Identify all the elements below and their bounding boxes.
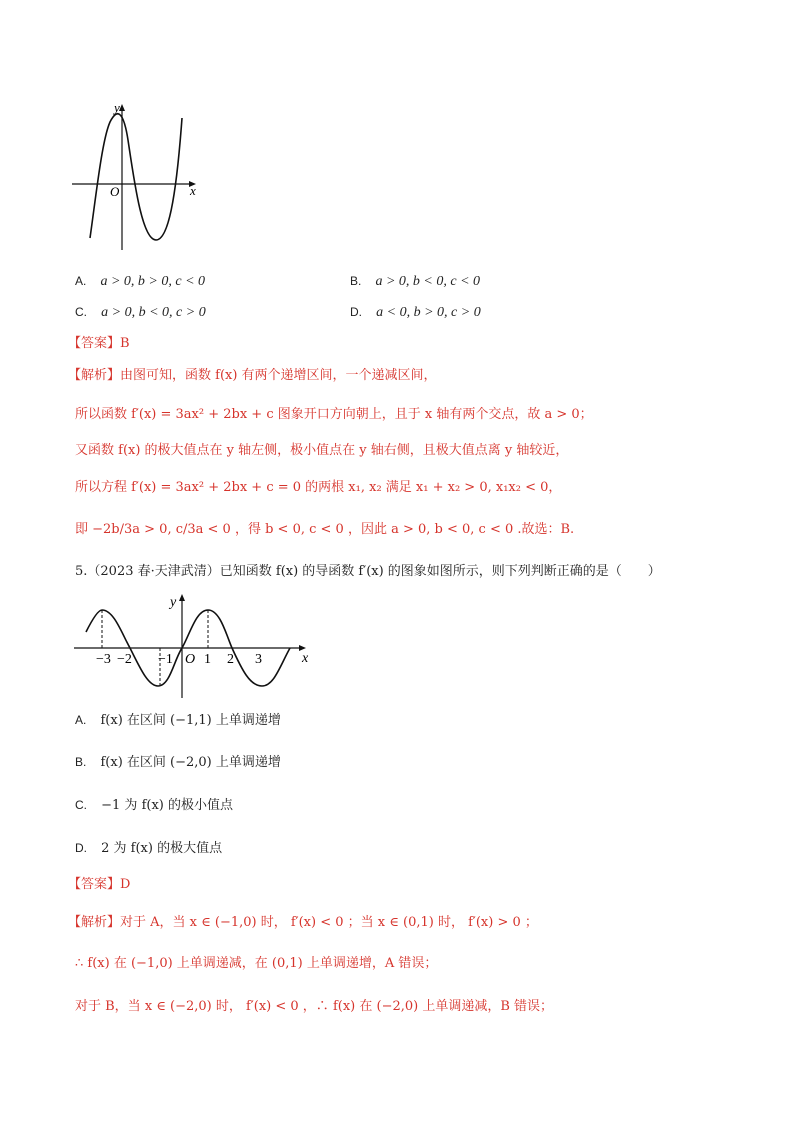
q5-analysis-line-1: 【解析】对于 A，当 x ∈ (−1,0) 时， f′(x) < 0 ；当 x ∈ (0,1) 时， f′(x) > 0 ；: [68, 915, 538, 930]
q4-o-label: O: [110, 184, 120, 199]
q5-option-b-text: f(x) 在区间 (−2,0) 上单调递增: [100, 755, 281, 770]
q4-option-a-text: a > 0, b > 0, c < 0: [100, 274, 206, 289]
q5-derivative-graph: [70, 590, 320, 700]
q5-analysis-line-2: ∴ f(x) 在 (−1,0) 上单调递减，在 (0,1) 上单调递增，A 错误；: [75, 956, 438, 971]
q5-y-label: y: [170, 595, 177, 610]
q5-tick-1: 1: [204, 652, 211, 667]
q5-option-b: B. f(x) 在区间 (−2,0) 上单调递增: [75, 755, 281, 770]
q5-y-arrow: [179, 594, 185, 601]
q5-tick-2: 2: [227, 652, 234, 667]
q5-x-label: x: [302, 651, 309, 666]
q5-o-label: O: [185, 652, 196, 667]
q4-option-d-text: a < 0, b > 0, c > 0: [376, 305, 481, 320]
q5-analysis-line-3: 对于 B，当 x ∈ (−2,0) 时， f′(x) < 0 ，∴ f(x) 在 (−2,0) 上单调递减，B 错误；: [75, 999, 554, 1014]
q4-x-label: x: [190, 183, 196, 198]
q4-cubic-curve: [90, 114, 182, 240]
q4-option-c-text: a > 0, b < 0, c > 0: [101, 305, 206, 320]
q5-tick-minus1: −1: [158, 652, 173, 667]
q4-option-b: B. a > 0, b < 0, c < 0: [350, 274, 481, 289]
q5-option-a: A. f(x) 在区间 (−1,1) 上单调递增: [75, 713, 281, 728]
q5-answer: 【答案】D: [68, 877, 131, 892]
q4-cubic-graph: [68, 100, 208, 260]
q5-stem: 5.（2023 春·天津武清）已知函数 f(x) 的导函数 f′(x) 的图象如图所示，则下列判断正确的是（ ）: [75, 564, 661, 579]
q5-tick-3: 3: [255, 652, 262, 667]
q4-y-arrow: [119, 104, 125, 111]
q5-option-c: C. −1 为 f(x) 的极小值点: [75, 798, 233, 813]
q5-option-a-text: f(x) 在区间 (−1,1) 上单调递增: [100, 713, 281, 728]
q4-analysis-line-4: 所以方程 f′(x) = 3ax² + 2bx + c = 0 的两根 x₁, x₂ 满足 x₁ + x₂ > 0, x₁x₂ < 0，: [75, 480, 562, 495]
q4-analysis-line-5: 即 −2b/3a > 0, c/3a < 0 ，得 b < 0, c < 0 ，因此 a > 0, b < 0, c < 0 .故选：B.: [75, 522, 575, 537]
q4-option-b-text: a > 0, b < 0, c < 0: [375, 274, 481, 289]
q5-option-d: D. 2 为 f(x) 的极大值点: [75, 841, 223, 856]
q4-option-c: C. a > 0, b < 0, c > 0: [75, 305, 206, 320]
q4-option-d: D. a < 0, b > 0, c > 0: [350, 305, 481, 320]
q5-option-d-text: 2 为 f(x) 的极大值点: [101, 841, 223, 856]
q4-analysis-line-2: 所以函数 f′(x) = 3ax² + 2bx + c 图象开口方向朝上，且于 x 轴有两个交点，故 a > 0；: [75, 407, 593, 422]
q4-analysis-line-1: 【解析】由图可知，函数 f(x) 有两个递增区间，一个递减区间，: [68, 368, 437, 383]
q5-tick-minus3: −3: [96, 652, 111, 667]
q4-analysis-line-3: 又函数 f(x) 的极大值点在 y 轴左侧，极小值点在 y 轴右侧，且极大值点离 y 轴较近，: [75, 443, 569, 458]
q4-y-label: y: [114, 100, 120, 115]
q5-option-c-text: −1 为 f(x) 的极小值点: [101, 798, 233, 813]
q4-option-a: A. a > 0, b > 0, c < 0: [75, 274, 206, 289]
q4-answer: 【答案】B: [68, 336, 130, 351]
q5-tick-minus2: −2: [117, 652, 132, 667]
